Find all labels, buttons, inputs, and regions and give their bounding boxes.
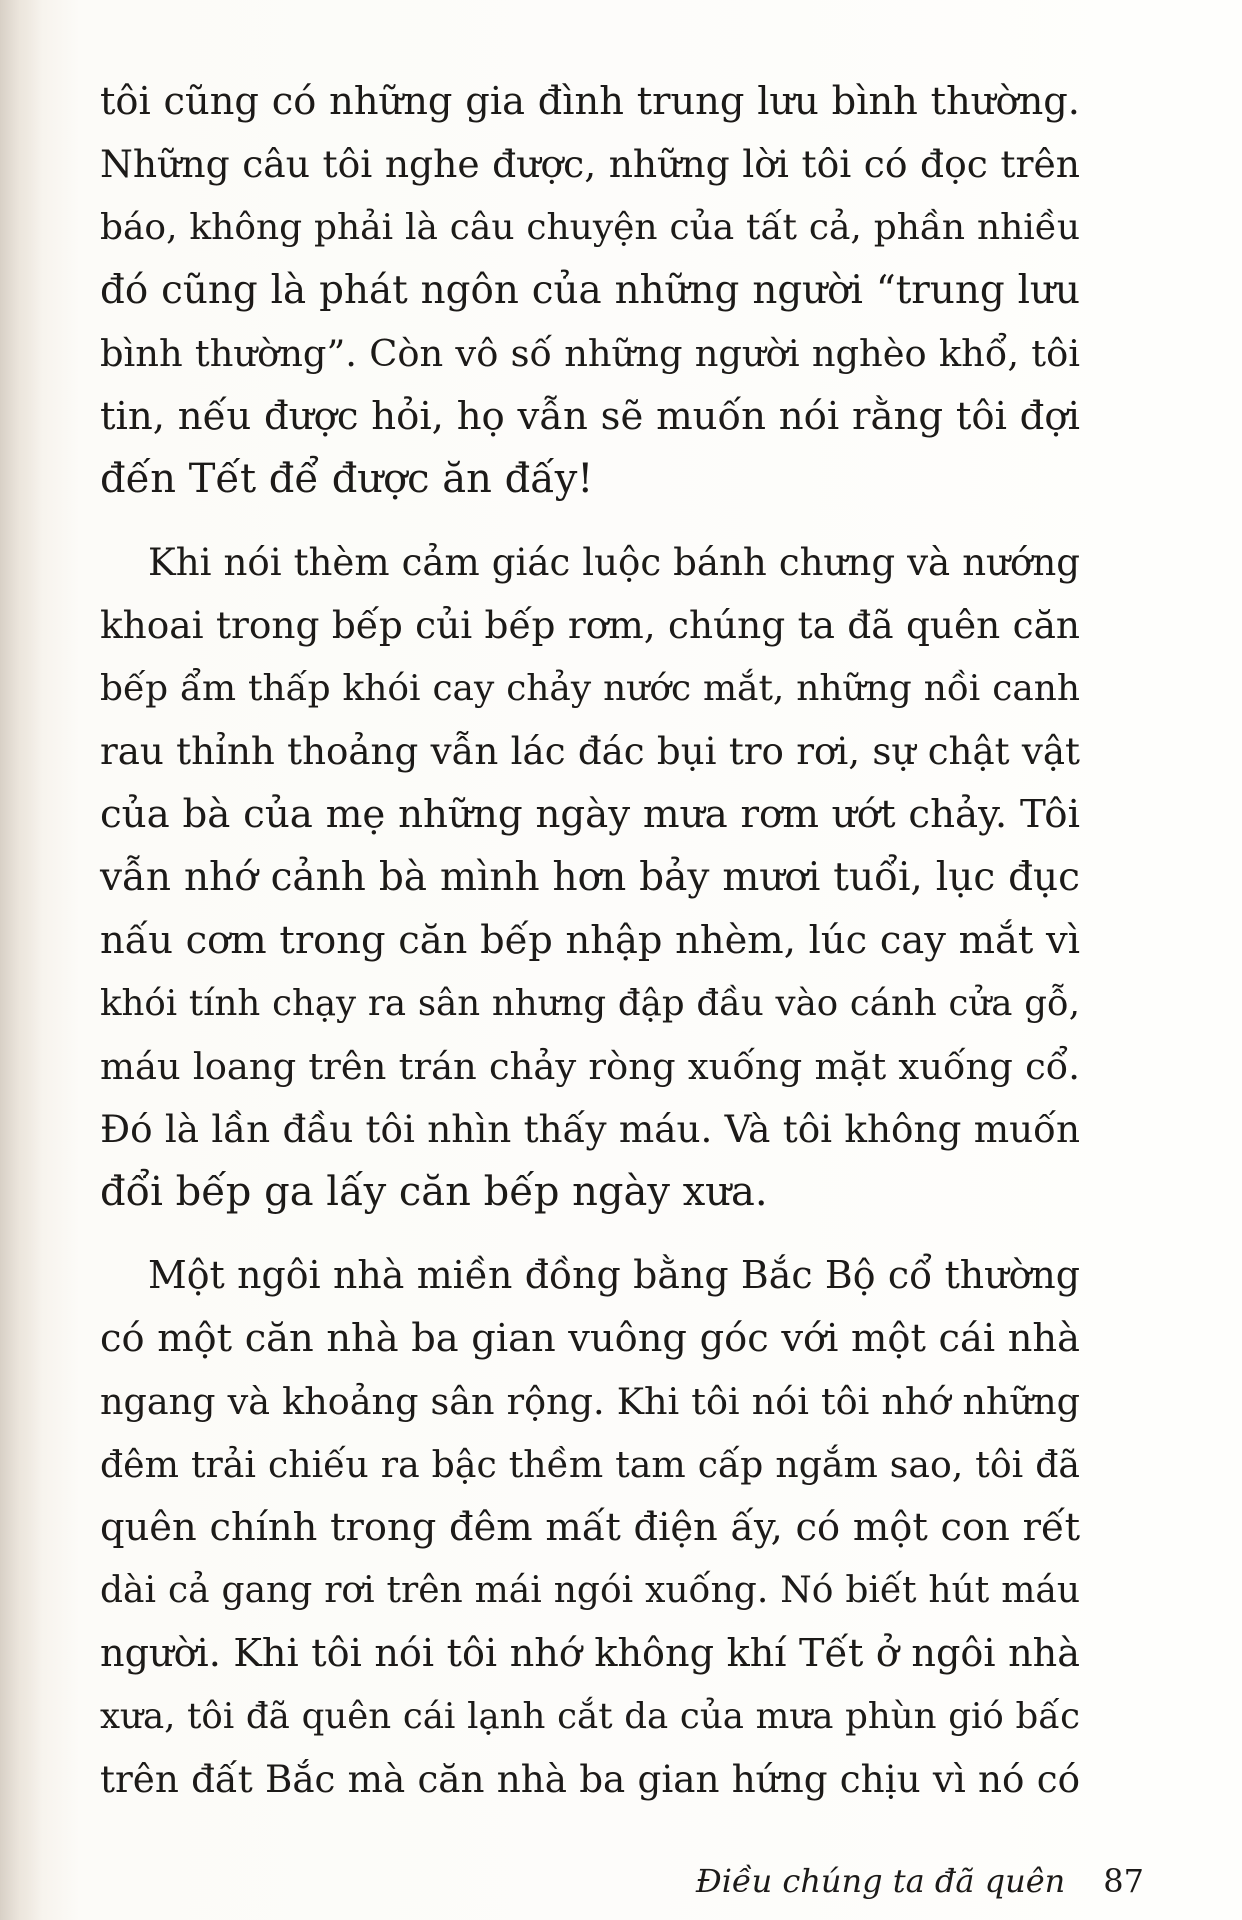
text-line: Khi nói thèm cảm giác luộc bánh chưng và nướng [148,541,1080,584]
text-line: có một căn nhà ba gian vuông góc với một cái nhà [100,1316,1080,1361]
text-line: ngang và khoảng sân rộng. Khi tôi nói tôi nhớ những [100,1380,1080,1423]
text-line: báo, không phải là câu chuyện của tất cả, phần nhiều [100,207,1080,248]
text-line: trên đất Bắc mà căn nhà ba gian hứng chịu vì nó có [100,1757,1080,1801]
text-line: đến Tết để được ăn đấy! [100,456,594,502]
page-number: 87 [1103,1862,1144,1900]
text-line: khói tính chạy ra sân nhưng đập đầu vào cánh cửa gỗ, [100,983,1080,1024]
text-line: tôi cũng có những gia đình trung lưu bình thường. [100,79,1080,124]
text-line: bình thường”. Còn vô số những người nghèo khổ, tôi [100,332,1080,375]
page-footer [696,1862,1144,1900]
text-line: tin, nếu được hỏi, họ vẫn sẽ muốn nói rằng tôi đợi [100,394,1080,439]
text-line: đêm trải chiếu ra bậc thềm tam cấp ngắm sao, tôi đã [100,1443,1080,1486]
text-line: người. Khi tôi nói tôi nhớ không khí Tết ở ngôi nhà [100,1631,1080,1675]
text-line: của bà của mẹ những ngày mưa rơm ướt chảy. Tôi [100,792,1080,837]
paragraph-gap [100,1224,1080,1244]
text-line: bếp ẩm thấp khói cay chảy nước mắt, những nồi canh [100,668,1080,709]
text-line: Những câu tôi nghe được, những lời tôi có đọc trên [100,142,1080,186]
text-line: Đó là lần đầu tôi nhìn thấy máu. Và tôi không muốn [100,1107,1080,1151]
paragraph-2 [100,531,1080,1224]
text-line: đó cũng là phát ngôn của những người “trung lưu [100,268,1080,313]
text-line: xưa, tôi đã quên cái lạnh cắt da của mưa phùn gió bấc [100,1696,1080,1737]
running-title: Điều chúng ta đã quên [695,1862,1066,1900]
paragraph-3 [100,1244,1080,1811]
paragraph-1 [100,70,1080,511]
text-line: vẫn nhớ cảnh bà mình hơn bảy mươi tuổi, lục đục [100,855,1080,900]
text-line: rau thỉnh thoảng vẫn lác đác bụi tro rơi, sự chật vật [100,729,1080,773]
paragraph-gap [100,511,1080,531]
text-line: dài cả gang rơi trên mái ngói xuống. Nó biết hút máu [100,1570,1080,1611]
text-line: đổi bếp ga lấy căn bếp ngày xưa. [100,1169,768,1215]
text-line: Một ngôi nhà miền đồng bằng Bắc Bộ cổ thường [148,1253,1080,1297]
text-line: quên chính trong đêm mất điện ấy, có một con rết [100,1505,1080,1550]
book-spine-shadow [0,0,42,1920]
text-line: nấu cơm trong căn bếp nhập nhèm, lúc cay mắt vì [100,918,1080,963]
body-text [100,70,1080,1811]
text-line: máu loang trên trán chảy ròng xuống mặt xuống cổ. [100,1045,1080,1088]
text-line: khoai trong bếp củi bếp rơm, chúng ta đã quên căn [100,603,1080,647]
